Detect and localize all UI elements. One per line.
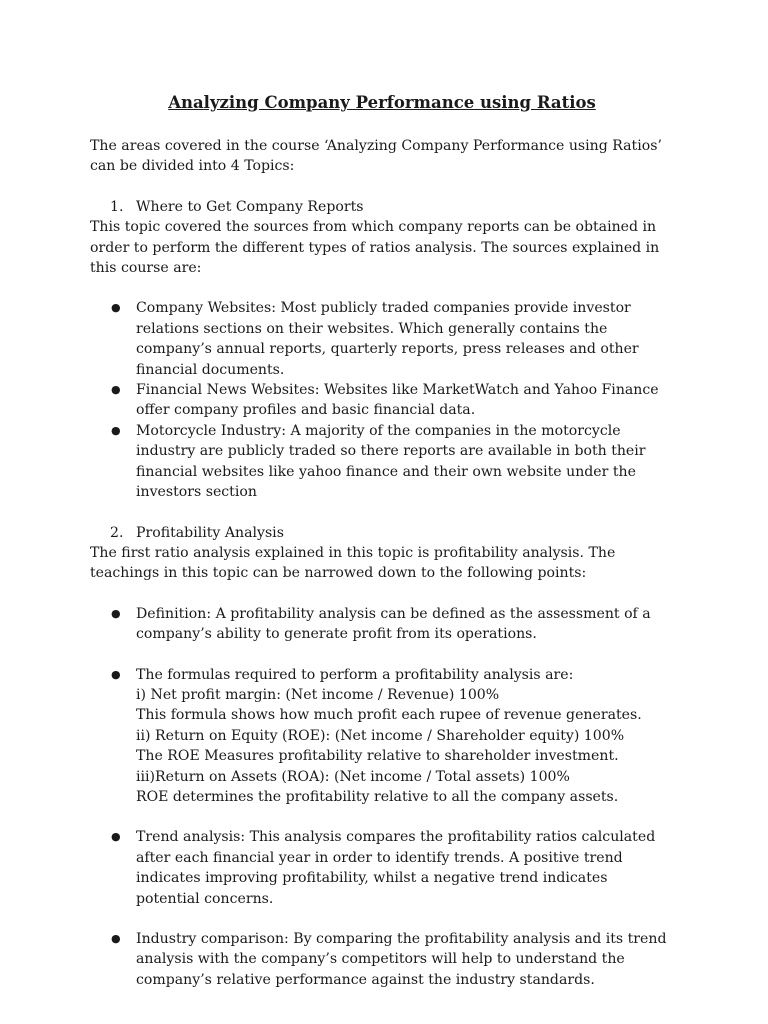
topic-number: 2. xyxy=(110,524,124,541)
topic-title: Profitability Analysis xyxy=(136,524,284,541)
topic-heading-2 xyxy=(110,523,674,543)
topic-number: 1. xyxy=(110,198,124,215)
topic-2-description: The first ratio analysis explained in this topic is profitability analysis. The teachings in this topic can be narrowed down to the following points: xyxy=(90,544,616,582)
intro-paragraph: The areas covered in the course ‘Analyzing Company Performance using Ratios’ can be divided into 4 Topics: xyxy=(90,138,662,175)
list-item: ● Motorcycle Industry: A majority of the companies in the motorcycle industry are publicly traded so there reports are available in both their financial websites like yahoo finance and their own website under the investors section xyxy=(111,421,674,503)
topic-title: Where to Get Company Reports xyxy=(136,198,364,215)
formula-line: The ROE Measures profitability relative to shareholder investment. xyxy=(136,748,619,765)
formula-line: This formula shows how much profit each rupee of revenue generates. xyxy=(136,707,642,724)
formula-line: ROE determines the profitability relative to all the company assets. xyxy=(136,788,619,805)
list-item: ● Financial News Websites: Websites like MarketWatch and Yahoo Finance offer company profiles and basic financial data. xyxy=(111,380,674,421)
list-item-trend-analysis: ● Trend analysis: This analysis compares the profitability ratios calculated after each financial year in order to identify trends. A positive trend indicates improving profitability, whilst a negative trend indicates potential concerns. xyxy=(111,827,674,909)
topic-1-description: This topic covered the sources from which company reports can be obtained in order to perform the different types of ratios analysis. The sources explained in this course are: xyxy=(90,219,660,277)
formula-line: i) Net profit margin: (Net income / Revenue) 100% xyxy=(136,686,500,703)
formulas-intro: ● The formulas required to perform a profitability analysis are: xyxy=(136,666,574,683)
formula-line: ii) Return on Equity (ROE): (Net income / Shareholder equity) 100% xyxy=(136,727,625,744)
formula-line: iii)Return on Assets (ROA): (Net income / Total assets) 100% xyxy=(136,768,570,785)
document-title: Analyzing Company Performance using Ratios xyxy=(168,93,596,112)
profitability-points-list xyxy=(90,604,674,991)
list-item-industry-comparison: ● Industry comparison: By comparing the profitability analysis and its trend analysis with the company’s competitors will help to understand the company’s relative performance against the industry standards. xyxy=(111,929,674,990)
list-item-definition: ● Definition: A profitability analysis can be defined as the assessment of a company’s ability to generate profit from its operations. xyxy=(111,604,674,645)
sources-list xyxy=(90,298,674,502)
topic-heading-1 xyxy=(110,197,674,217)
list-item-formulas xyxy=(111,665,674,808)
list-item: ● Company Websites: Most publicly traded companies provide investor relations sections on their websites. Which generally contains the company’s annual reports, quarterly reports, press releases and other financial documents. xyxy=(111,298,674,380)
